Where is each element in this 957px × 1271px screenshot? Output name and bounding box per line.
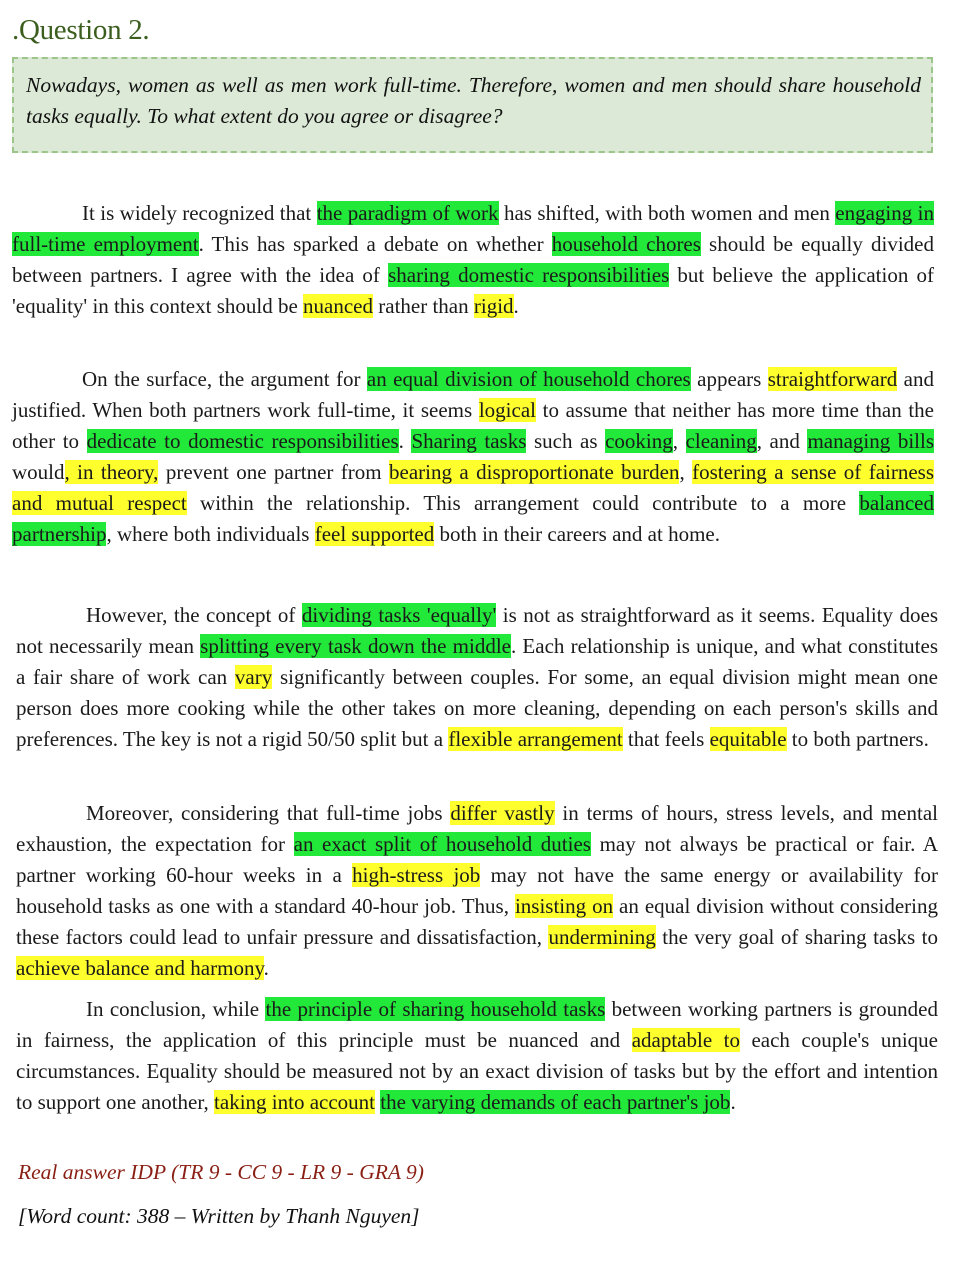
essay-text: within the relationship. This arrangement could contribute to a more — [186, 491, 860, 515]
highlight-green: balanced partnership — [12, 491, 934, 546]
essay-text: . Each relationship is unique, and what constitutes a fair share of work can — [16, 634, 938, 689]
essay-text: the very goal of sharing tasks to — [655, 925, 938, 949]
highlight-green: splitting every task down the middle — [200, 634, 511, 658]
highlight-yellow: insisting on — [514, 894, 614, 918]
highlight-green: Sharing tasks — [411, 429, 527, 453]
essay-text: such as — [526, 429, 606, 453]
highlight-yellow: logical — [478, 398, 536, 422]
highlight-green: engaging in full-time employment — [12, 201, 934, 256]
essay-text: to assume that neither has more time than the other to — [12, 398, 934, 453]
highlight-yellow: undermining — [548, 925, 656, 949]
essay-text: It is widely recognized that — [82, 201, 317, 225]
highlight-green: dedicate to domestic responsibilities — [86, 429, 399, 453]
essay-text: significantly between couples. For some, an equal division might mean one person does more cooking while the other takes on more cleaning, depending on each person's skills and preferences. The key is not a rigid 50/50 split but a — [16, 665, 938, 751]
essay-text: , — [679, 460, 693, 484]
highlight-green: an equal division of household chores — [366, 367, 691, 391]
highlight-yellow: feel supported — [314, 522, 435, 546]
highlight-yellow: taking into account — [214, 1090, 376, 1114]
essay-text: has shifted, with both women and men — [498, 201, 836, 225]
essay-text: but believe the application of 'equality' in this context should be — [12, 263, 935, 318]
essay-text: . This has sparked a debate on whether — [198, 232, 552, 256]
essay-text: . — [513, 294, 519, 318]
essay-text: , where both individuals — [106, 522, 315, 546]
essay-text: prevent one partner from — [158, 460, 390, 484]
essay-text: may not have the same energy or availability for household tasks as one with a standard 40-hour job. Thus, — [16, 863, 939, 918]
essay-paragraph-body-1 — [12, 364, 934, 550]
highlight-green: managing bills — [807, 429, 935, 453]
essay-text: is not as straightforward as it seems. Equality does not necessarily mean — [16, 603, 938, 658]
question-heading: .Question 2. — [12, 14, 150, 46]
essay-text: in terms of hours, stress levels, and mental exhaustion, the expectation for — [16, 801, 938, 856]
highlight-green: an exact split of household duties — [293, 832, 591, 856]
essay-text: to both partners. — [786, 727, 929, 751]
highlight-yellow: bearing a disproportionate burden — [389, 460, 680, 484]
essay-text: both in their careers and at home. — [434, 522, 720, 546]
highlight-yellow: flexible arrangement — [448, 727, 623, 751]
essay-text: may not always be practical or fair. A partner working 60-hour weeks in a — [16, 832, 939, 887]
essay-text: would — [12, 460, 65, 484]
question-prompt — [12, 57, 933, 153]
highlight-yellow: differ vastly — [450, 801, 555, 825]
word-count-line: [Word count: 388 – Written by Thanh Nguyen] — [18, 1204, 420, 1228]
highlight-yellow: adaptable to — [631, 1028, 740, 1052]
prompt-text: Nowadays, women as well as men work full-time. Therefore, women and men should share household tasks equally. To what extent do you agree or disagree? — [26, 73, 921, 128]
essay-text: . — [263, 956, 269, 980]
essay-text: However, the concept of — [86, 603, 302, 627]
highlight-yellow: rigid — [473, 294, 514, 318]
highlight-yellow: vary — [234, 665, 273, 689]
essay-text: that feels — [622, 727, 710, 751]
highlight-green: cleaning — [685, 429, 757, 453]
highlight-yellow: equitable — [709, 727, 787, 751]
essay-text: rather than — [373, 294, 474, 318]
essay-text: Moreover, considering that full-time jobs — [86, 801, 451, 825]
essay-text: each couple's unique circumstances. Equality should be measured not by an exact division of tasks but by the effort and intention to support one another, — [16, 1028, 938, 1114]
score-line: Real answer IDP (TR 9 - CC 9 - LR 9 - GRA 9) — [18, 1160, 424, 1184]
highlight-yellow: nuanced — [303, 294, 373, 318]
highlight-yellow: high-stress job — [352, 863, 481, 887]
essay-text: an equal division without considering these factors could lead to unfair pressure and dissatisfaction, — [16, 894, 938, 949]
highlight-yellow: fostering a sense of fairness and mutual respect — [12, 460, 935, 515]
highlight-green: the varying demands of each partner's job — [380, 1090, 731, 1114]
essay-text: and justified. When both partners work full-time, it seems — [12, 367, 934, 422]
essay-text: . — [730, 1090, 736, 1114]
essay-paragraph-conclusion — [16, 994, 938, 1118]
essay-text: In conclusion, while — [86, 997, 266, 1021]
highlight-green: household chores — [551, 232, 701, 256]
essay-text: . — [398, 429, 412, 453]
essay-text: , — [672, 429, 686, 453]
essay-paragraph-body-3 — [16, 798, 938, 984]
highlight-green: the paradigm of work — [316, 201, 499, 225]
essay-text: , and — [756, 429, 808, 453]
essay-text: between working partners is grounded in fairness, the application of this principle must be nuanced and — [16, 997, 938, 1052]
highlight-green: dividing tasks 'equally' — [301, 603, 497, 627]
highlight-yellow: , in theory, — [64, 460, 159, 484]
essay-paragraph-body-2 — [16, 600, 938, 755]
essay-text: appears — [690, 367, 768, 391]
highlight-green: cooking — [605, 429, 673, 453]
highlight-green: the principle of sharing household tasks — [265, 997, 606, 1021]
highlight-yellow: achieve balance and harmony — [16, 956, 264, 980]
highlight-yellow: straightforward — [767, 367, 898, 391]
essay-text: should be equally divided between partners. I agree with the idea of — [12, 232, 934, 287]
essay-text: On the surface, the argument for — [82, 367, 367, 391]
highlight-green: sharing domestic responsibilities — [388, 263, 670, 287]
essay-paragraph-intro — [12, 198, 934, 322]
